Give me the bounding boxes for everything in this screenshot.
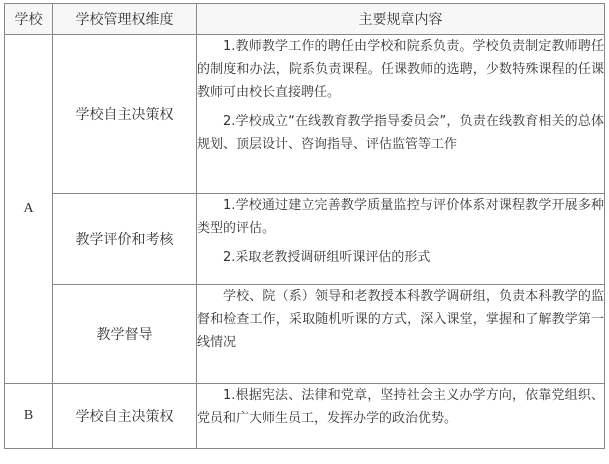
content-paragraph: 2.学校成立“在线教育教学指导委员会”，负责在线教育相关的总体规划、顶层设计、咨询指导、评估监管等工作: [197, 114, 604, 152]
dimension-cell: 教学评价和考核: [53, 194, 197, 285]
content-paragraph: 1.根据宪法、法律和党章，坚持社会主义办学方向，依靠党组织、党员和广大师生员工，发挥办学的政治优势。: [197, 388, 604, 426]
dimension-cell: 学校自主决策权: [53, 384, 197, 449]
content-paragraph: 1.学校通过建立完善教学质量监控与评价体系对课程教学开展多种类型的评估。: [197, 198, 604, 236]
school-cell-b: B: [5, 384, 53, 449]
content-cell: [197, 194, 605, 285]
content-paragraph: 学校、院（系）领导和老教授本科教学调研组，负责本科教学的监督和检查工作，采取随机听课的方式，深入课堂，掌握和了解教学第一线情况: [197, 289, 604, 350]
table-row: [5, 35, 605, 194]
header-dimension: 学校管理权维度: [53, 4, 197, 35]
content-cell: [197, 285, 605, 384]
table-row: [5, 384, 605, 449]
dimension-cell: 教学督导: [53, 285, 197, 384]
header-content: 主要规章内容: [197, 4, 605, 35]
content-paragraph: 2.采取老教授调研组听课评估的形式: [223, 250, 431, 265]
table-row: [5, 285, 605, 384]
school-cell-a: A: [5, 35, 53, 384]
dimension-cell: 学校自主决策权: [53, 35, 197, 194]
table-header-row: [5, 4, 605, 35]
table-row: [5, 194, 605, 285]
content-cell: [197, 384, 605, 449]
header-school: 学校: [5, 4, 53, 35]
content-cell: [197, 35, 605, 194]
content-paragraph: 1.教师教学工作的聘任由学校和院系负责。学校负责制定教师聘任的制度和办法，院系负责课程。任课教师的选聘，少数特殊课程的任课教师可由校长直接聘任。: [197, 39, 604, 100]
regulations-table: [4, 3, 605, 449]
